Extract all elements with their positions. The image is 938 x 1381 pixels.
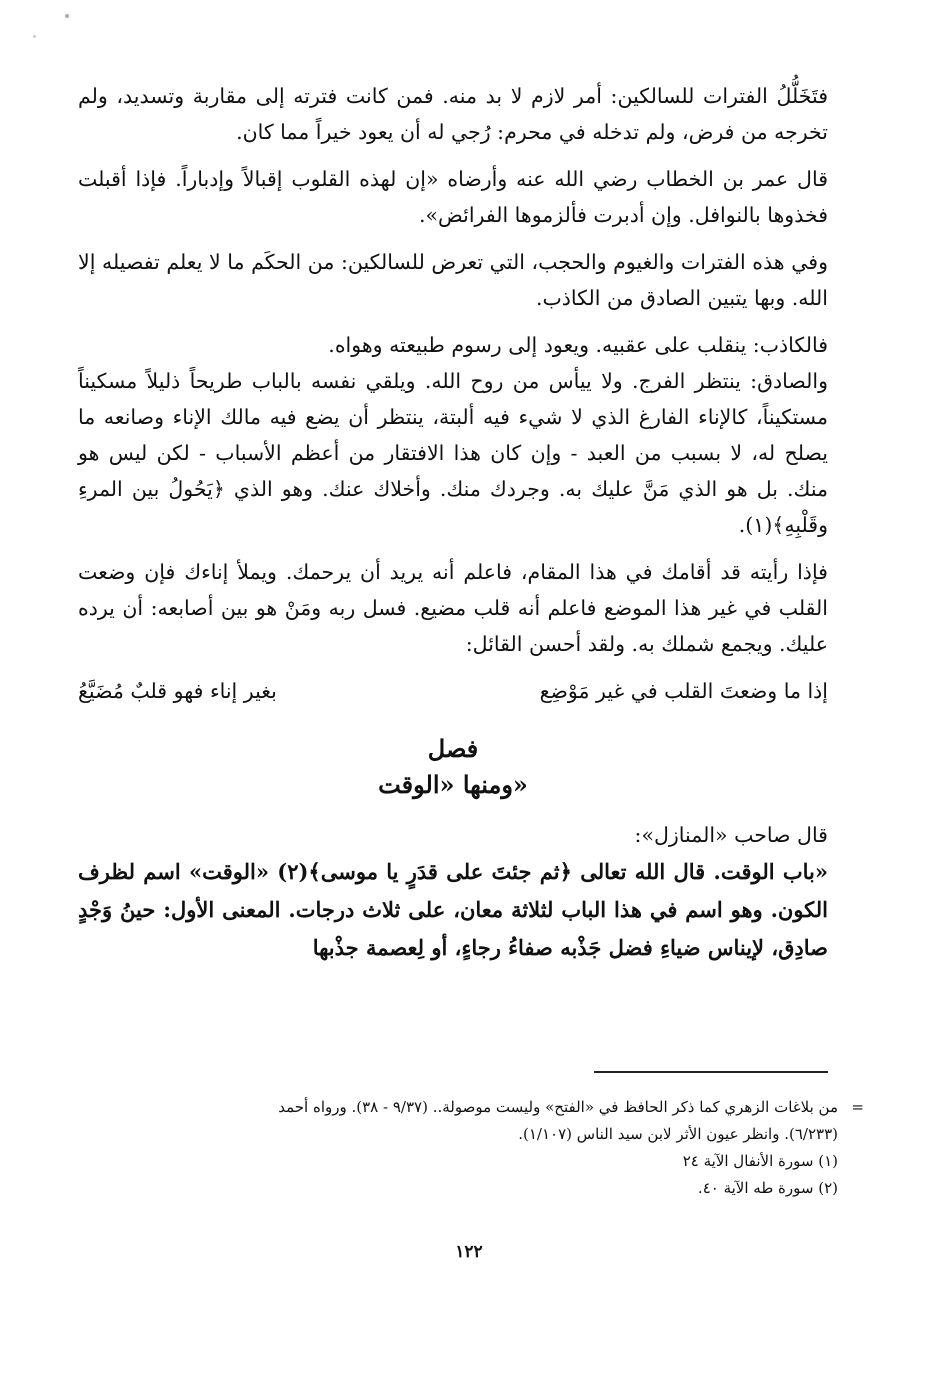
manazil-quote: «باب الوقت. قال الله تعالى ﴿ثم جئتَ على قدَرٍ يا موسى﴾(٢) «الوقت» اسم لظرف الكون. وهو اسم في هذا الباب لثلاثة معان، على ثلاث درجات. المعنى الأول: حينُ وَجْدٍ صادِق، لإيناس ضياءِ فضل جَذْبه صفاءُ رجاءٍ، أو لِعصمة جذْبها (78, 859, 829, 960)
verse-first-hemistich: إذا ما وضعتَ القلب في غير مَوْضِع (539, 679, 828, 703)
footnote-continuation-line-1: من بلاغات الزهري كما ذكر الحافظ في «الفتح» وليست موصولة.. (٩/٣٧ - ٣٨). ورواه أحمد (278, 1098, 838, 1116)
continuation-mark: = (851, 1098, 864, 1116)
footnote-2: (٢) سورة طه الآية ٤٠. (697, 1179, 838, 1197)
paragraph-ghuyum: وفي هذه الفترات والغيوم والحجب، التي تعرض للسالكين: من الحكَم ما لا يعلم تفصيله إلا الله. وبها يتبين الصادق من الكاذب. (78, 250, 828, 310)
verse-second-hemistich: بغير إناء فهو قلبٌ مُضَيَّعُ (78, 679, 277, 703)
paragraph-maqam: فإذا رأيته قد أقامك في هذا المقام، فاعلم أنه يريد أن يرحمك. ويملأ إناءك فإن وضعت القلب في غير هذا الموضع فاعلم أنه قلب مضيع. فسل ربه ومَنْ هو بين أصابعه: أن يرده عليك. ويجمع شملك به. ولقد أحسن القائل: (78, 560, 828, 656)
footnote-continuation-line-2: (٦/٢٣٣). وانظر عيون الأثر لابن سيد الناس (١/١٠٧). (518, 1125, 838, 1143)
poetry-verse (78, 673, 828, 709)
page-body (78, 78, 828, 967)
paragraph-sadiq: والصادق: ينتظر الفرج. ولا ييأس من روح الله. ويلقي نفسه بالباب طريحاً ذليلاً مسكيناً مستكيناً، كالإناء الفارغ الذي لا شيء فيه ألبتة، ينتظر أن يضع فيه مالك الإناء وصانعه ما يصلح له، لا بسبب من العبد - وإن كان هذا الافتقار من أعظم الأسباب - لكن ليس هو منك. بل هو الذي مَنَّ عليك به. وجردك منك. وأخلاك عنك. وهو الذي ﴿يَحُولُ بين المرءِ وقَلْبِهِ﴾(١). (78, 369, 828, 537)
footnotes (78, 1094, 864, 1202)
scan-speck (33, 35, 36, 38)
footnote-divider (594, 1071, 828, 1073)
section-subheading: ومنها «الوقت» (378, 770, 528, 799)
footnote-1: (١) سورة الأنفال الآية ٢٤ (682, 1152, 838, 1170)
paragraph-fatarat: فتَخَلُّلُ الفترات للسالكين: أمر لازم لا بد منه. فمن كانت فترته إلى مقاربة وتسديد، ولم تخرجه من فرض، ولم تدخله في محرم: رُجي له أن يعود خيراً مما كان. (78, 84, 828, 144)
scan-speck (65, 14, 69, 18)
footnote-continuation (78, 1094, 864, 1121)
paragraph-umar-quote: قال عمر بن الخطاب رضي الله عنه وأرضاه «إن لهذه القلوب إقبالاً وإدباراً. فإذا أقبلت فخذوها بالنوافل. وإن أدبرت فألزموها الفرائض». (78, 167, 828, 227)
intro-line: قال صاحب «المنازل»: (634, 823, 828, 847)
section-heading: فصل (427, 734, 479, 763)
page-number: ١٢٢ (455, 1242, 483, 1262)
paragraph-kadhib: فالكاذب: ينقلب على عقبيه. ويعود إلى رسوم طبيعته وهواه. (328, 333, 828, 357)
